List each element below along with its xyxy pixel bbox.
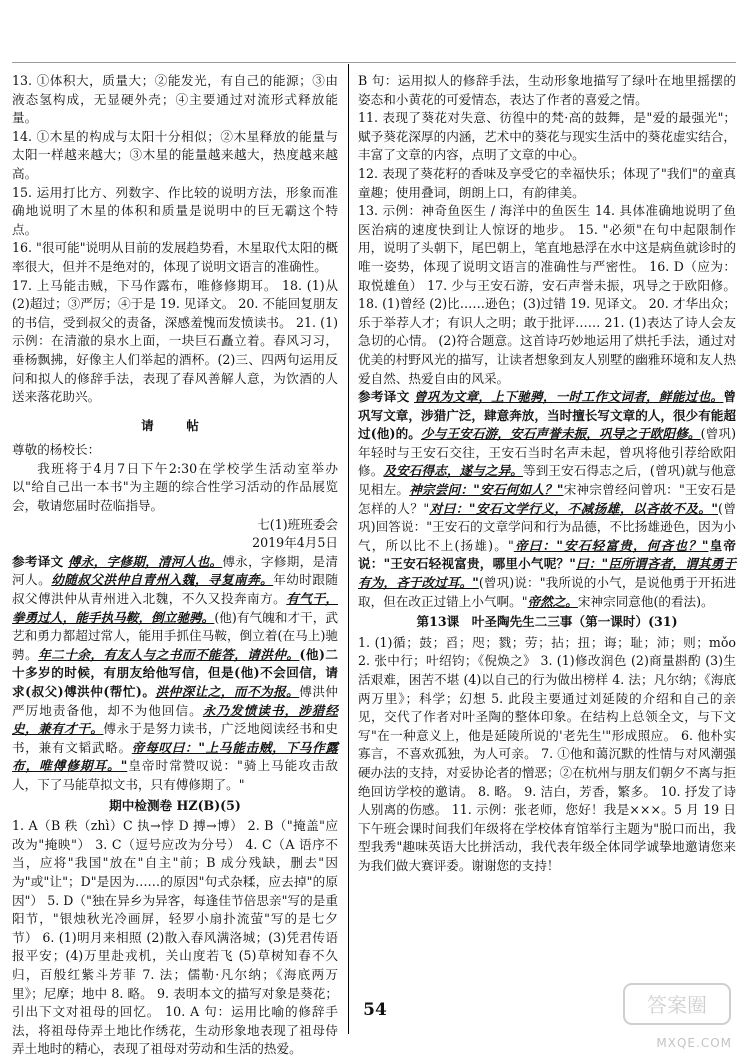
watermark-icon <box>622 980 732 1030</box>
translation-text: 年幼时跟随叔父傅洪仲从青州进入北魏，不久又投奔南方。 <box>12 572 339 607</box>
translation-text: (曾巩)年轻时与王安石交往，王安石当时名声未起，曾巩将他引荐给欧阳修。 <box>358 426 737 479</box>
original-text: 年二十余，有友人与之书而不能答，请洪仲。 <box>38 646 300 662</box>
translation-text: 宋神宗同意他(的看法)。 <box>577 593 714 609</box>
original-text: 帝每叹曰："上马能击贼，下马作露布，唯傅修期耳。" <box>12 739 339 774</box>
translation-text: 等到王安石得志之后，(曾巩)就与他意见相左。 <box>358 463 737 498</box>
original-text: 及安石得志，遂与之异。 <box>383 463 524 479</box>
reference-label: 参考译文 <box>358 389 410 405</box>
translation-text: 皇帝时常赞叹说："骑上马能攻击敌人，下了马能草拟文书，只有傅修期了。" <box>12 758 339 792</box>
translation-text: 宋神宗曾经问曾巩："王安石是怎样的人？" <box>358 482 737 516</box>
original-text: 神宗尝问："安石何如人？" <box>409 482 564 498</box>
lesson-title: 第13课 叶圣陶先生二三事（第一课时）(31) <box>416 614 678 630</box>
invitation-signature: 七(1)班班委会 <box>257 516 338 532</box>
original-text: 少与王安石游，安石声誉未振，巩导之于欧阳修。 <box>421 426 701 442</box>
exam-title: 期中检测卷 HZ(B)(5) <box>109 797 241 813</box>
answer-11: 11. 表现了葵花对失意、彷徨中的梵·高的鼓舞，是"爱的最强光"；赋予葵花深厚的内涵，艺术中的葵花与现实生活中的葵花虚实结合，丰富了文章的内容，点明了文章的中心。 <box>358 110 736 163</box>
right-column <box>358 72 736 876</box>
page-number: 54 <box>363 1000 387 1020</box>
answer-17-21: 17. 上马能击贼，下马作露布，唯修修期耳。 18. (1)从 (2)超过；③严厉；④于是 19. 见译文。 20. 不能回复朋友的书信，受到叔父的责备，深感羞愧而发愤读书。 21. (1)示例：在清澈的泉水上面，一块巨石矗立着。春风习习，垂杨飘拂，好像主人们举起的酒杯。(2)三、四两句运用反问和拟人的修辞手法，表现了春风善解人意，为饮酒的人送来落花助兴。 <box>12 277 338 405</box>
answer-10b: B 句：运用拟人的修辞手法，生动形象地描写了绿叶在地里摇摆的姿态和小黄花的可爱情态，表达了作者的喜爱之情。 <box>358 73 736 107</box>
translation-text: (曾巩)回答说："王安石的文章学问和行为品德，不比扬雄逊色，因为小气，所以比不上(扬雄)。" <box>358 500 736 553</box>
original-text: 永乃发愤读书，涉猎经史，兼有才干。 <box>12 702 339 737</box>
reference-label: 参考译文 <box>12 553 64 569</box>
translation-text: 曾巩写文章，涉猎广泛，肆意奔放，当时擅长写文章的人，很少有能超过(他)的。 <box>358 389 737 442</box>
exam-answers: 1. A（B 秩（zhì）C 执→悖 D 搏→博） 2. B（"掩盖"应改为"掩映"） 3. C（逗号应改为分号） 4. C（A 语序不当，应将"我国"放在"自主"前；B 成分残缺，删去"因为"或"让"；D"是因为……的原因"句式杂糅，应去掉"的原因"） 5. D（"独在异乡为异客，每逢佳节倍思亲"写的是重阳节，"银烛秋光冷画屏，轻罗小扇扑流萤"写的是七夕节） 6. (1)明月来相照 (2)散入春风满洛城；(3)凭君传语报平安；(4)万里赴戎机，关山度若飞 (5)草树知春不久归，百般红紫斗芳菲 7. 法；儒勒·凡尔纳；《海底两万里》；尼摩；地中 8. 略。 9. 表明本文的描写对象是葵花；引出下文对祖母的回忆。 10. A 句：运用比喻的修辞手法，将祖母侍弄土地比作绣花，生动形象地表现了祖母侍弄土地时的精心，表现了祖母对劳动和生活的热爱。 <box>12 818 338 1057</box>
top-rule <box>12 62 736 63</box>
watermark-logo <box>622 980 732 1050</box>
original-text: 对曰："安石文学行义，不减扬雄，以吝故不及。" <box>429 500 718 516</box>
answer-14: 14. ①木星的构成与太阳十分相似；②木星释放的能量与太阳一样越来越大；③木星的能量越来越大，热度越来越高。 <box>12 128 338 181</box>
original-text: 幼随叔父洪仲自青州入魏，寻复南奔。 <box>51 572 274 588</box>
invitation-title: 请 帖 <box>141 417 209 433</box>
original-text: 洪仲深让之，而不为报。 <box>155 684 300 699</box>
answer-16: 16. "很可能"说明从目前的发展趋势看，木星取代太阳的概率很大，但并不是绝对的，体现了说明文语言的准确性。 <box>12 240 338 274</box>
original-text: 有气干，拳勇过人，能手执马鞍，倒立驰骋。 <box>12 591 339 625</box>
original-text: 曾巩为文章，上下驰骋，一时工作文词者，鲜能过也。 <box>413 389 724 405</box>
translation-text: 傅永于是努力读书，广泛地阅读经书和史书，兼有文韬武略。 <box>12 721 339 755</box>
invitation-greeting: 尊敬的杨校长： <box>12 442 101 458</box>
answer-13: 13. ①体积大，质量大；②能发光，有自己的能源；③由液态氢构成，无显硬外壳；④主要通过对流形式释放能量。 <box>12 73 338 126</box>
translation-text: (他)二十多岁的时候，有朋友给他写信，但是(他)不会回信，请求(叔父)傅洪仲(帮忙)。 <box>12 646 339 699</box>
translation-text: (曾巩)说："我所说的小气，是说他勇于开拓进取，但在改正过错上小气啊。" <box>358 575 737 609</box>
original-text: 帝曰："安石轻富贵，何吝也？" <box>513 537 709 553</box>
translation-text: 傅永，字修期，是清河人。 <box>12 553 339 588</box>
answer-12: 12. 表现了葵花籽的香味及享受它的幸福快乐；体现了"我们"的童真童趣；使用叠词，朗朗上口，有韵律美。 <box>358 165 736 200</box>
watermark-text: MXQE.COM <box>656 1036 732 1050</box>
column-divider <box>348 64 349 1034</box>
invitation-body: 我班将于4月7日下午2:30在学校学生活动室举办以"给自己出一本书"为主题的综合性学习活动的作品展览会，敬请您届时莅临指导。 <box>12 460 338 514</box>
left-column <box>12 72 338 1059</box>
lesson-answers: 1. (1)循；鼓；舀；咫；戮；劳；拈；扭；诲；耻；沛；则；mǒo 2. 张中行；叶绍钧；《倪焕之》 3. (1)修改润色 (2)商量斟酌 (3)生活艰难，困苦不堪 (4)以自己的行为做出榜样 4. 法；凡尔纳；《海底两万里》；科学；幻想 5. 此段主要通过刘延陵的介绍和自己的亲见，交代了作者对叶圣陶的整体印象。在结构上总领全文，与下文写"在一种意义上，他是延陵所说的'老先生'"形成照应。 6. 他朴实寡言，不喜欢孤独，为人可亲。 7. ①他和蔼沉默的性情与对风潮强硬办法的支持，对妥协论者的憎恶；②在杭州与朋友们朝夕不离与拒绝回访学校的邀请。 8. 略。 9. 洁白，芳香，繁多。 10. 抒发了诗人别离的伤感。 11. 示例：张老师，您好！我是×××。5 月 19 日下午班会课时间我们年级将在学校体育馆举行主题为"脱口而出，我型我秀"趣味英语大比拼活动，我代表年级全体同学诚挚地邀请您来为我们做大赛评委。谢谢您的支持！ <box>358 634 736 873</box>
reference-translation-2 <box>358 388 736 611</box>
translation-text: 皇帝说："王安石轻视富贵，哪里小气呢？" <box>358 537 736 572</box>
original-text: 曰："臣所谓吝者，谓其勇于有为，吝于改过耳。" <box>358 556 737 591</box>
original-text: 帝然之。 <box>527 593 578 609</box>
watermark-mark: 答案圈 <box>647 993 707 1017</box>
original-text: 傅永，字修期，清河人也。 <box>67 553 223 569</box>
answer-13-21: 13. 示例：神奇鱼医生 / 海洋中的鱼医生 14. 具体准确地说明了鱼医治病的速度快到让人惊讶的地步。 15. "必须"在句中起限制作用，说明了头朝下，尾巴朝上，笔直地悬浮在水中这是病鱼就诊时的唯一姿势，体现了说明文语言的准确性与严密性。 16. D（应为：取悦雄鱼） 17. 少与王安石游，安石声誉未振，巩导之于欧阳修。 18. (1)曾经 (2)比……逊色；(3)过错 19. 见译文。 20. 才华出众；乐于举荐人才；有识人之明；敢于批评…… 21. (1)表达了诗人会友急切的心情。 (2)符合题意。这首诗巧妙地运用了烘托手法，通过对优美的村野风光的描写，让读者想象到友人别墅的幽雅环境和友人热爱自然、热爱自由的风采。 <box>358 203 736 386</box>
answer-15: 15. 运用打比方、列数字、作比较的说明方法，形象而准确地说明了木星的体积和质量是说明中的巨无霸这个特点。 <box>12 184 338 237</box>
invitation-date: 2019年4月5日 <box>252 535 338 551</box>
translation-text: (他)有气魄和才干，武艺和勇力都超过常人，能用手抓住马鞍，倒立着(在马上)驰骋。 <box>12 609 339 662</box>
translation-text: 傅洪仲严厉地责备他，却不为他回信。 <box>12 684 339 718</box>
reference-translation <box>12 553 338 795</box>
